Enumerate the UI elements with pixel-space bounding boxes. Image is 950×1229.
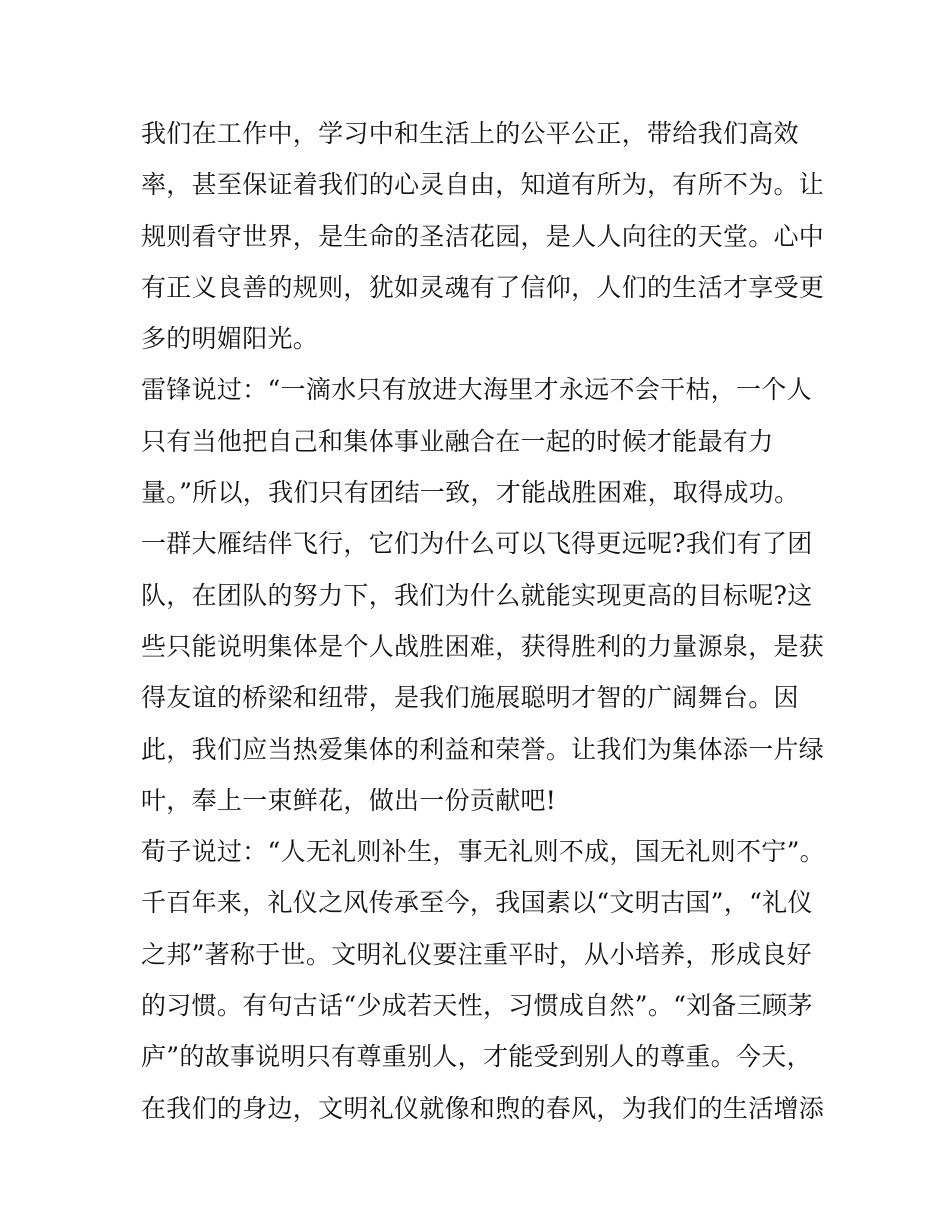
- text-line: 叶，奉上一束鲜花，做出一份贡献吧!: [141, 785, 557, 815]
- text-line: 之邦”著称于世。文明礼仪要注重平时，从小培养，形成良好: [141, 939, 812, 969]
- text-line: 多的明媚阳光。: [141, 324, 319, 354]
- text-line: 量。”所以，我们只有团结一致，才能战胜困难，取得成功。: [141, 478, 800, 508]
- text-line: 此，我们应当热爱集体的利益和荣誉。让我们为集体添一片绿: [141, 734, 825, 764]
- text-line: 在我们的身边，文明礼仪就像和煦的春风，为我们的生活增添: [141, 1093, 825, 1123]
- text-line: 雷锋说过：“一滴水只有放进大海里才永远不会干枯，一个人: [141, 375, 812, 405]
- text-line: 有正义良善的规则，犹如灵魂有了信仰，人们的生活才享受更: [141, 272, 825, 302]
- text-line: 队，在团队的努力下，我们为什么就能实现更高的目标呢?这: [141, 580, 813, 610]
- text-line: 得友谊的桥梁和纽带，是我们施展聪明才智的广阔舞台。因: [141, 683, 799, 713]
- text-line: 规则看守世界，是生命的圣洁花园，是人人向往的天堂。心中: [141, 221, 825, 251]
- text-line: 一群大雁结伴飞行，它们为什么可以飞得更远呢?我们有了团: [141, 529, 813, 559]
- document-body: [141, 108, 825, 1134]
- text-line: 的习惯。有句古话“少成若天性，习惯成自然”。“刘备三顾茅: [141, 991, 813, 1021]
- text-line: 庐”的故事说明只有尊重别人，才能受到别人的尊重。今天，: [141, 1042, 812, 1072]
- text-line: 率，甚至保证着我们的心灵自由，知道有所为，有所不为。让: [141, 170, 825, 200]
- text-line: 只有当他把自己和集体事业融合在一起的时候才能最有力: [141, 426, 774, 456]
- text-line: 些只能说明集体是个人战胜困难，获得胜利的力量源泉，是获: [141, 631, 825, 661]
- text-line: 荀子说过：“人无礼则补生，事无礼则不成，国无礼则不宁”。: [141, 837, 825, 867]
- text-line: 我们在工作中，学习中和生活上的公平公正，带给我们高效: [141, 119, 799, 148]
- text-line: 千百年来，礼仪之风传承至今，我国素以“文明古国”，“礼仪: [141, 888, 813, 918]
